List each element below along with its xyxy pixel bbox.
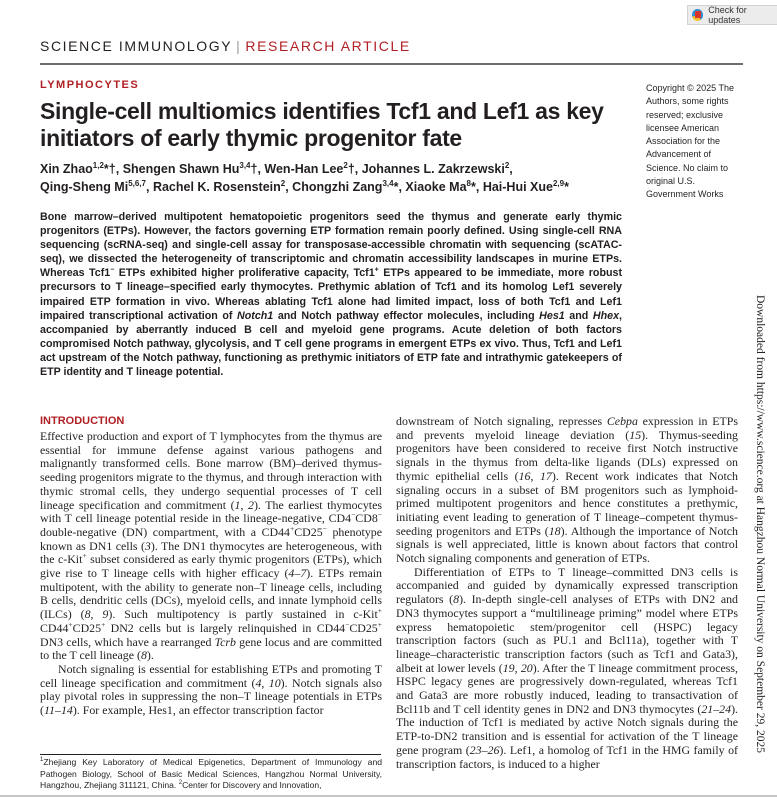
gene-name: Hhex — [592, 309, 620, 322]
body-column-left — [40, 415, 382, 718]
affiliations-footnote: $^1$Zhejiang Key Laboratory of Medical Epigenetics, Department of Immunology and Pathogen Biology, School of Basic Medical Sciences, Hangzhou Normal University, Hangzhou, Zhejiang 311121, China. $^2$Center for Discovery and Innovation, — [40, 757, 382, 790]
author-affiliation-sup: 2 — [280, 178, 286, 188]
author-list: Xin Zhao$^{1,2}$*†, Shengen Shawn Hu$^{3,4}$†, Wen-Han Lee$^2$†, Johannes L. Zakrzewski$^2$, Qing-Sheng Mi$^{5,6,7}$, Rachel K. Rosenstein$^2$, Chongzhi Zang$^{3,4}$*, Xiaoke Ma$^8$*, Hai-Hui Xue$^{2,9}$* — [40, 160, 569, 194]
author-affiliation-sup: 2 — [343, 160, 348, 170]
journal-masthead — [40, 38, 411, 54]
article-type: RESEARCH ARTICLE — [245, 38, 411, 54]
author-name: Shengen Shawn Hu — [122, 162, 240, 176]
author-name: Wen-Han Lee — [264, 162, 344, 176]
author-marks: * — [564, 180, 569, 194]
download-watermark-text: Downloaded from https://www.science.org at Hangzhou Normal University on September 29, 2025 — [754, 295, 766, 753]
journal-name: SCIENCE IMMUNOLOGY — [40, 38, 233, 54]
subject-category: LYMPHOCYTES — [40, 79, 140, 91]
check-for-updates-button[interactable] — [687, 5, 777, 25]
author-name: Hai-Hui Xue — [482, 180, 553, 194]
gene-name: Notch1 — [237, 309, 274, 322]
author-marks: *† — [103, 162, 116, 176]
masthead-separator: | — [236, 38, 242, 54]
abstract-part: and Notch pathway effector molecules, including — [273, 309, 540, 322]
author-affiliation-sup: 5,6,7 — [128, 178, 146, 188]
author-name: Rachel K. Rosenstein — [152, 180, 281, 194]
author-name: Qing-Sheng Mi — [40, 180, 129, 194]
author-name: Johannes L. Zakrzewski — [361, 162, 505, 176]
copyright-notice: Copyright © 2025 The Authors, some rights reserved; exclusive licensee American Association for the Advancement of Science. No claim to original U.S. Government Works — [646, 83, 735, 200]
author-name: Chongzhi Zang — [292, 180, 383, 194]
author-affiliation-sup: 8 — [466, 178, 471, 188]
author-name: Xiaoke Ma — [405, 180, 467, 194]
paragraph: downstream of Notch signaling, represses Cebpa expression in ETPs and prevents myeloid lineage deviation (15). Thymus-seeding progenitors have been considered to receive first Notch instructive signals in the thymus from delta-like ligands (DLs) expressed on thymic epithelial cells (16, 17). Recent work indicates that Notch signaling occurs in a subset of BM progenitors such as lymphoid-primed multipotent progenitors and hence constitutes a prethymic, initiating event leading to generation of T lineage–competent thymus-seeding progenitors and ETPs (18). Although the importance of Notch signals is well appreciated, little is known about factors that control Notch signaling components and generation of ETPs. — [396, 414, 738, 566]
body-column-right — [396, 415, 738, 771]
abstract-part: Bone marrow–derived multipotent hematopoietic progenitors seed the thymus and generate early thymic progenitors (ETPs). However, the factors governing ETP formation remain poorly defined. Using single-cell RNA sequencing (scRNA-seq) and single-cell assay for transposase-accessible chromatin with sequencing (scATAC-seq), we dissected the heterogeneity of transcriptomic and chromatin accessibility landscapes in murine ETPs. Whereas Tcf1 — [40, 211, 622, 280]
author-marks: † — [250, 162, 258, 176]
author-name: Xin Zhao — [40, 162, 93, 176]
section-heading-introduction: INTRODUCTION — [40, 415, 125, 427]
gene-name: Hes1 — [539, 309, 565, 322]
footnote-rule — [40, 754, 381, 755]
superscript: − — [110, 266, 115, 274]
abstract-text — [40, 210, 622, 379]
author-affiliation-sup: 3,4 — [239, 160, 251, 170]
author-affiliation-sup: 2,9 — [552, 178, 565, 188]
superscript: + — [374, 266, 379, 274]
author-affiliation-sup: 2 — [504, 160, 510, 170]
author-affiliation-sup: 1,2 — [92, 160, 104, 170]
download-watermark — [752, 295, 766, 765]
abstract — [40, 210, 622, 379]
check-for-updates-icon — [692, 9, 703, 21]
header-rule — [40, 63, 743, 65]
abstract-part: , accompanied by aberrantly induced B cell and myeloid gene programs. Acute deletion of both factors compromised Notch pathway, glycolysis, and T cell gene programs in emergent ETPs ex vivo. Thus, Tcf1 and Lef1 act upstream of the Notch pathway, functioning as prethymic initiators of ETP fate and intrathymic gatekeepers of ETP identity and T lineage potential. — [40, 309, 622, 379]
author-marks: * — [393, 180, 399, 194]
author-marks: * — [470, 180, 476, 194]
abstract-part: and — [564, 309, 593, 322]
article-title: Single-cell multiomics identifies Tcf1 and Lef1 as key initiators of early thymic progenitor fate — [40, 98, 604, 151]
author-affiliation-sup: 3,4 — [382, 178, 394, 188]
abstract-part: ETPs appeared to be immediate, more robust precursors to T lineage–specified early thymocytes. Prethymic ablation of Tcf1 and its homolog Lef1 severely impaired ETP formation in vivo. Whereas ablating Tcf1 alone had limited impact, loss of both Tcf1 and Lef1 impaired transcriptional activation of — [40, 267, 623, 322]
author-marks: † — [347, 162, 355, 176]
paragraph: Notch signaling is essential for establishing ETPs and promoting T cell lineage specification and commitment (4, 10). Notch signals also play pivotal roles in suppressing the non–T lineage potentials in ETPs (11–14). For example, Hes1, an effector transcription factor — [40, 661, 383, 718]
check-for-updates-label: Check for updates — [708, 5, 747, 25]
paragraph: Effective production and export of T lymphocytes from the thymus are essential for immune defense against various pathogens and malignantly transformed cells. Bone marrow (BM)–derived thymus-seeding progenitors migrate to the thymus, and through interaction with thymic stromal cells, they undergo sequential processes of T cell lineage specification and commitment (1, 2). The earliest thymocytes with T cell lineage potential reside in the lineage-negative, CD4−CD8− double-negative (DN) compartment, with a CD44+CD25− phenotype known as DN1 cells (3). The DN1 thymocytes are heterogeneous, with the c-Kit+ subset considered as early thymic progenitors (ETPs), which give rise to T lineage cells with higher efficacy (4–7). ETPs remain multipotent, with the ability to generate non–T lineage cells, including B cells, dendritic cells (DCs), myeloid cells, and innate lymphoid cells (ILCs) (8, 9). Such multipotency is partly sustained in c-Kit+ CD44+CD25+ DN2 cells but is largely relinquished in CD44−CD25+ DN3 cells, which have a rearranged Tcrb gene locus and are committed to the T cell lineage (8). — [40, 429, 383, 663]
abstract-part: ETPs exhibited higher proliferative capacity, Tcf1 — [114, 267, 375, 280]
paragraph: Differentiation of ETPs to T lineage–committed DN3 cells is accompanied and guided by dynamically expressed transcription regulators (8). In-depth single-cell analyses of ETPs with DN2 and DN3 thymocytes support a “multilineage priming” model where ETPs express hematopoietic stem/progenitor cell (HSPC) legacy transcription factors (such as PU.1 and Bcl11a), together with T lineage–characteristic transcription factors (such as Tcf1 and Gata3), albeit at lower levels (19, 20). After the T lineage commitment process, HSPC legacy genes are progressively down-regulated, whereas Tcf1 and Gata3 are more robustly induced, leading to transactivation of Bcl11b and T cell identity genes in DN2 and DN3 thymocytes (21–24). The induction of Tcf1 is mediated by active Notch signals during the ETP-to-DN2 transition and is essential for activation of the T lineage gene program (23–26). Lef1, a homolog of Tcf1 in the HMG family of transcription factors, is induced to a higher — [396, 564, 738, 771]
